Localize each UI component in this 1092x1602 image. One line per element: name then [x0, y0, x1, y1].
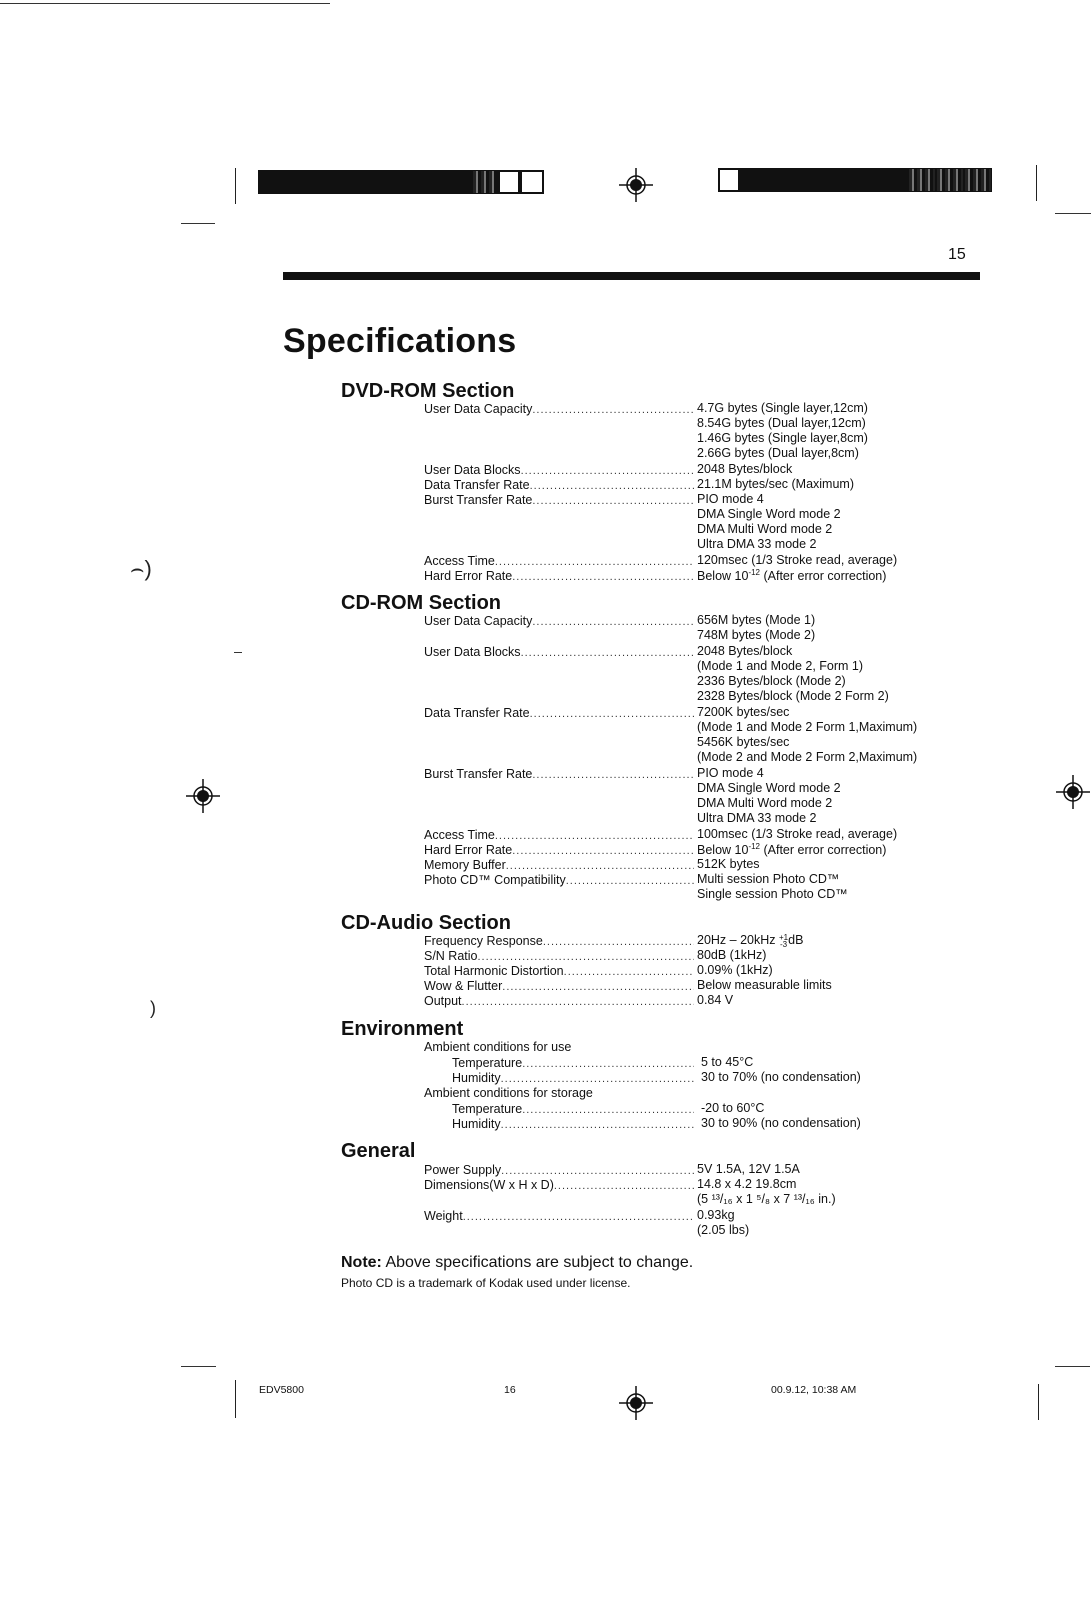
leader-dots [543, 936, 694, 948]
footer-timestamp: 00.9.12, 10:38 AM [771, 1384, 857, 1396]
spec-value: Ultra DMA 33 mode 2 [697, 811, 817, 825]
value-text: (After error correction) [760, 843, 887, 858]
section-heading-cd-rom: CD-ROM Section [341, 592, 501, 614]
spec-value: 0.09% (1kHz) [697, 963, 773, 977]
leader-dots [501, 1073, 694, 1085]
spec-value [697, 933, 803, 948]
spec-row [424, 872, 694, 887]
leader-dots [522, 1058, 694, 1070]
spec-value: PIO mode 4 [697, 492, 764, 506]
section-heading-general: General [341, 1140, 416, 1162]
leader-dots [521, 647, 694, 659]
leader-dots [566, 875, 694, 887]
leader-dots [478, 951, 695, 963]
spec-label: Output [424, 994, 462, 1008]
spec-value: 0.84 V [697, 993, 734, 1007]
color-bar-swatch [472, 170, 498, 194]
spec-value: (Mode 2 and Mode 2 Form 2,Maximum) [697, 750, 918, 764]
leader-dots [512, 845, 694, 857]
spec-row [424, 613, 694, 628]
spec-label: User Data Blocks [424, 645, 521, 659]
leader-dots [532, 495, 694, 507]
spec-value: 14.8 x 4.2 19.8cm [697, 1177, 797, 1191]
spec-value: 4.7G bytes (Single layer,12cm) [697, 401, 868, 415]
tolerance-minus: -3 [780, 939, 788, 949]
spec-label: Temperature [452, 1102, 523, 1116]
spec-label: Access Time [424, 828, 495, 842]
tolerance-plus: +1 [779, 932, 789, 942]
leader-dots [521, 465, 694, 477]
spec-row [424, 978, 694, 993]
spec-row [452, 1116, 694, 1131]
spec-label: Data Transfer Rate [424, 478, 530, 492]
leader-dots [530, 480, 694, 492]
crop-mark [235, 168, 236, 204]
color-bar-swatch [936, 168, 964, 192]
crop-mark [181, 223, 215, 224]
spec-label: Memory Buffer [424, 858, 506, 872]
value-text: Below 10 [697, 843, 749, 858]
spec-value: 2048 Bytes/block [697, 644, 793, 658]
spec-row [424, 705, 694, 720]
spec-value: 120msec (1/3 Stroke read, average) [697, 553, 898, 567]
note-text: Above specifications are subject to change. [381, 1254, 694, 1271]
spec-value: DMA Multi Word mode 2 [697, 796, 833, 810]
leader-dots [530, 708, 694, 720]
spec-value: (Mode 1 and Mode 2, Form 1) [697, 659, 864, 673]
sub-heading: Ambient conditions for use [424, 1040, 572, 1054]
sub-heading: Ambient conditions for storage [424, 1086, 593, 1100]
spec-value: 2336 Bytes/block (Mode 2) [697, 674, 846, 688]
spec-value: (5 ¹³/₁₆ x 1 ⁵/₈ x 7 ¹³/₁₆ in.) [697, 1192, 836, 1206]
value-unit: dB [788, 933, 804, 947]
spec-row [424, 553, 694, 568]
header-rule [283, 272, 980, 280]
leader-dots [512, 571, 694, 583]
spec-label: Burst Transfer Rate [424, 767, 533, 781]
value-text: Below 10 [697, 569, 749, 584]
leader-dots [462, 996, 694, 1008]
crop-mark [234, 652, 242, 653]
spec-value: 30 to 90% (no condensation) [701, 1116, 861, 1130]
crop-mark [1036, 165, 1037, 201]
leader-dots [502, 981, 694, 993]
spec-row [452, 1055, 694, 1070]
spec-value: DMA Single Word mode 2 [697, 781, 841, 795]
spec-row [424, 933, 694, 948]
leader-dots [501, 1165, 694, 1177]
note [341, 1254, 693, 1272]
note-label: Note: [341, 1254, 382, 1271]
color-bar-swatch [964, 168, 992, 192]
spec-row [424, 401, 694, 416]
spec-row [424, 827, 694, 842]
spec-row [424, 857, 694, 872]
spec-label: Photo CD™ Compatibility [424, 873, 566, 887]
leader-dots [495, 556, 694, 568]
spec-value: 1.46G bytes (Single layer,8cm) [697, 431, 868, 445]
binding-hole-icon: ) [150, 998, 156, 1018]
spec-row [424, 948, 694, 963]
page-title: Specifications [283, 322, 517, 360]
spec-value: 5 to 45°C [701, 1055, 754, 1069]
spec-value: 2.66G bytes (Dual layer,8cm) [697, 446, 859, 460]
spec-value: -20 to 60°C [701, 1101, 765, 1115]
spec-row [424, 462, 694, 477]
spec-value: DMA Single Word mode 2 [697, 507, 841, 521]
spec-label: User Data Capacity [424, 614, 533, 628]
spec-label: Access Time [424, 554, 495, 568]
spec-value: Multi session Photo CD™ [697, 872, 840, 886]
leader-dots [532, 616, 694, 628]
registration-mark-icon [186, 779, 220, 813]
spec-value: 656M bytes (Mode 1) [697, 613, 816, 627]
leader-dots [506, 860, 694, 872]
spec-value [697, 568, 886, 583]
spec-value [697, 842, 886, 857]
leader-dots [532, 404, 694, 416]
spec-value: DMA Multi Word mode 2 [697, 522, 833, 536]
spec-value: PIO mode 4 [697, 766, 764, 780]
spec-value: Below measurable limits [697, 978, 832, 992]
leader-dots [463, 1211, 694, 1223]
page-number: 15 [948, 246, 966, 263]
spec-row [424, 993, 694, 1008]
spec-label: Weight [424, 1209, 463, 1223]
spec-label: Hard Error Rate [424, 843, 513, 857]
leader-dots [522, 1104, 694, 1116]
color-bar-right [740, 168, 908, 192]
color-bar-left [258, 170, 473, 194]
spec-value: 21.1M bytes/sec (Maximum) [697, 477, 854, 491]
leader-dots [495, 830, 694, 842]
spec-label: Power Supply [424, 1163, 502, 1177]
spec-value: 0.93kg [697, 1208, 735, 1222]
spec-value: 30 to 70% (no condensation) [701, 1070, 861, 1084]
spec-row [424, 492, 694, 507]
spec-label: Humidity [452, 1117, 501, 1131]
spec-row [424, 766, 694, 781]
leader-dots [564, 966, 694, 978]
trademark-notice: Photo CD is a trademark of Kodak used under license. [341, 1276, 631, 1290]
spec-row [424, 644, 694, 659]
spec-value: 2048 Bytes/block [697, 462, 793, 476]
crop-mark [1038, 1384, 1039, 1420]
spec-value: 80dB (1kHz) [697, 948, 767, 962]
spec-label: User Data Blocks [424, 463, 521, 477]
registration-mark-icon [1056, 775, 1090, 809]
spec-label: Hard Error Rate [424, 569, 513, 583]
section-heading-dvd-rom: DVD-ROM Section [341, 380, 515, 402]
footer-model: EDV5800 [259, 1384, 304, 1396]
value-text: (After error correction) [760, 569, 887, 584]
spec-value: Single session Photo CD™ [697, 887, 848, 901]
color-bar-swatch [520, 170, 544, 194]
footer-sheet-number: 16 [504, 1384, 516, 1396]
spec-row [424, 1208, 694, 1223]
spec-label: S/N Ratio [424, 949, 478, 963]
registration-mark-icon [619, 168, 653, 202]
spec-value: 748M bytes (Mode 2) [697, 628, 816, 642]
spec-value: (Mode 1 and Mode 2 Form 1,Maximum) [697, 720, 918, 734]
crop-mark [235, 1380, 236, 1418]
spec-value: 100msec (1/3 Stroke read, average) [697, 827, 898, 841]
spec-row [424, 1177, 694, 1192]
spec-label: Data Transfer Rate [424, 706, 530, 720]
leader-dots [554, 1180, 694, 1192]
spec-value: 5456K bytes/sec [697, 735, 790, 749]
spec-value: 8.54G bytes (Dual layer,12cm) [697, 416, 866, 430]
value-text: 20Hz – 20kHz [697, 933, 776, 947]
spec-row [452, 1070, 694, 1085]
spec-row [424, 842, 694, 857]
spec-value: 5V 1.5A, 12V 1.5A [697, 1162, 800, 1176]
spec-value: 7200K bytes/sec [697, 705, 790, 719]
spec-row [424, 568, 694, 583]
spec-label: Frequency Response [424, 934, 543, 948]
spec-row [452, 1101, 694, 1116]
color-bar-swatch [498, 170, 520, 194]
spec-label: Burst Transfer Rate [424, 493, 533, 507]
leader-dots [532, 769, 694, 781]
exponent: -12 [748, 842, 760, 851]
spec-row [424, 963, 694, 978]
spec-value: 2328 Bytes/block (Mode 2 Form 2) [697, 689, 889, 703]
section-heading-environment: Environment [341, 1018, 464, 1040]
spec-label: Humidity [452, 1071, 501, 1085]
section-heading-cd-audio: CD-Audio Section [341, 912, 511, 934]
color-bar-swatch [718, 168, 740, 192]
spec-value: (2.05 lbs) [697, 1223, 750, 1237]
spec-value: Ultra DMA 33 mode 2 [697, 537, 817, 551]
spec-label: Wow & Flutter [424, 979, 503, 993]
spec-label: Dimensions(W x H x D) [424, 1178, 554, 1192]
crop-mark [1055, 213, 1091, 214]
spec-label: Temperature [452, 1056, 523, 1070]
exponent: -12 [748, 568, 760, 577]
crop-mark [1055, 1366, 1090, 1367]
spec-row [424, 1162, 694, 1177]
spec-row [424, 477, 694, 492]
spec-label: User Data Capacity [424, 402, 533, 416]
spec-value: 512K bytes [697, 857, 760, 871]
crop-mark [0, 3, 330, 4]
spec-label: Total Harmonic Distortion [424, 964, 564, 978]
color-bar-swatch [908, 168, 936, 192]
binding-hole-icon: ⌢) [130, 556, 152, 581]
crop-mark [181, 1366, 216, 1367]
registration-mark-icon [619, 1386, 653, 1420]
leader-dots [501, 1119, 694, 1131]
